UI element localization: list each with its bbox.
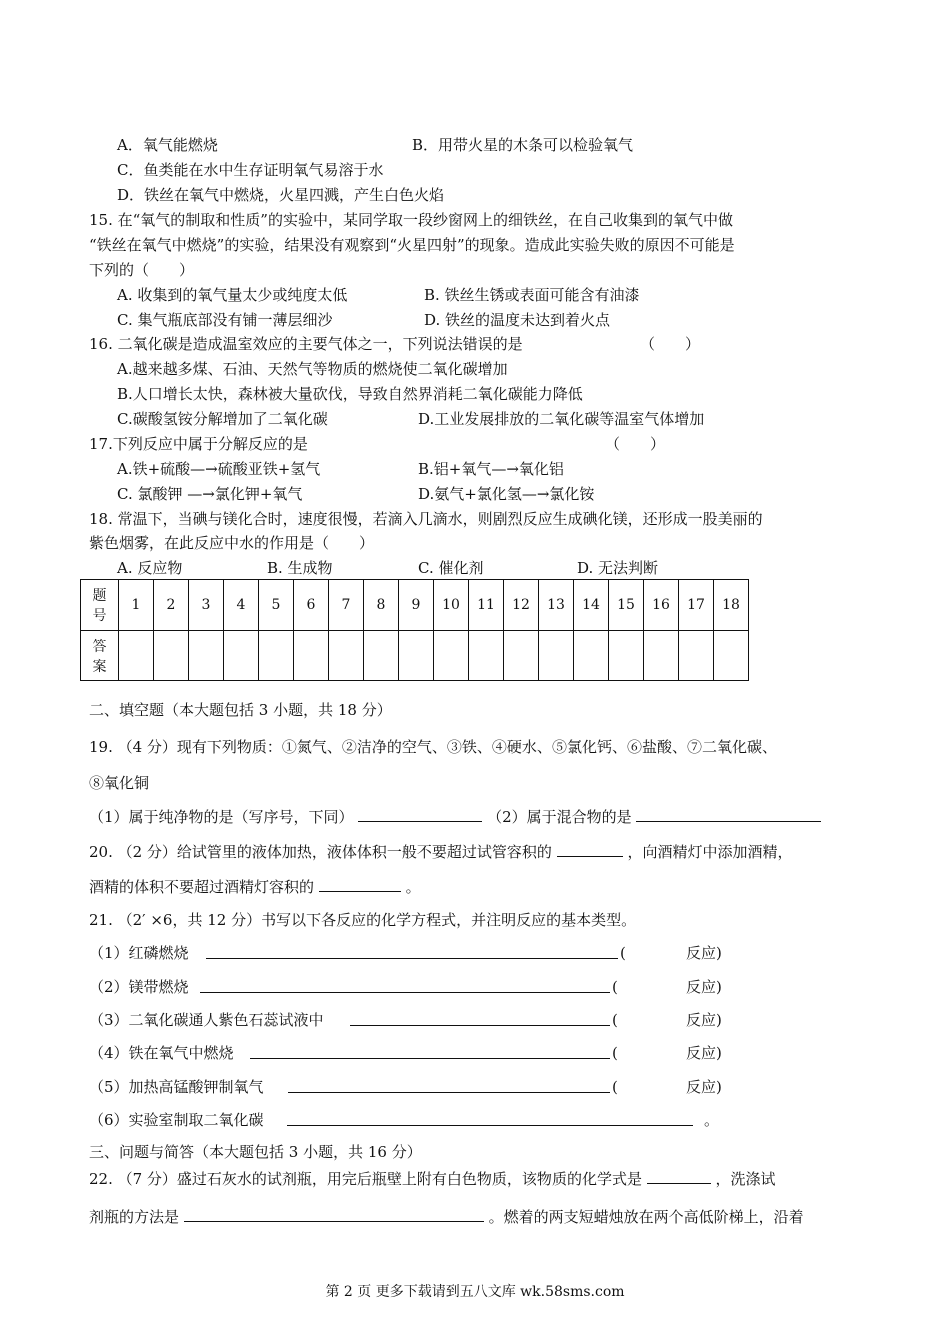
q14-option-a: A．氧气能燃烧 bbox=[117, 136, 218, 154]
number-cell: 14 bbox=[574, 580, 609, 631]
q21-item-2: （2）镁带燃烧 bbox=[89, 978, 189, 996]
q22-blank1[interactable] bbox=[647, 1168, 711, 1184]
q15-option-d: D. 铁丝的温度未达到着火点 bbox=[424, 311, 611, 329]
q21-item-3: （3）二氧化碳通人紫色石蕊试液中 bbox=[89, 1011, 324, 1029]
q19-parts bbox=[89, 806, 821, 827]
q19-part2-label: （2）属于混合物的是 bbox=[487, 808, 632, 826]
q20-line2 bbox=[89, 876, 421, 897]
q20-blank2[interactable] bbox=[319, 876, 401, 892]
q17-option-b: B.铝+氧气—→氧化铝 bbox=[418, 460, 564, 478]
q16-option-a: A.越来越多煤、石油、天然气等物质的燃烧使二氧化碳增加 bbox=[117, 360, 508, 378]
number-cell: 8 bbox=[364, 580, 399, 631]
number-cell: 9 bbox=[399, 580, 434, 631]
header-char: 答 bbox=[92, 638, 107, 655]
q17-option-c: C. 氯酸钾 —→氯化钾+氧气 bbox=[117, 485, 303, 503]
q19-stem-line1: 19. （4 分）现有下列物质：①氮气、②洁净的空气、③铁、④硬水、⑤氯化钙、⑥盐酸、⑦二氧化碳、 bbox=[89, 738, 777, 756]
q19-stem-line2: ⑧氧化铜 bbox=[89, 774, 150, 792]
q16-option-c: C.碳酸氢铵分解增加了二氧化碳 bbox=[117, 410, 328, 428]
q18-stem-line2: 紫色烟雾，在此反应中水的作用是（ ） bbox=[89, 534, 375, 552]
number-cell: 16 bbox=[644, 580, 679, 631]
answer-cell[interactable] bbox=[119, 631, 154, 681]
q21-item-1-reaction: 反应) bbox=[686, 944, 722, 962]
number-cell: 10 bbox=[434, 580, 469, 631]
q21-item-4: （4）铁在氧气中燃烧 bbox=[89, 1044, 234, 1062]
q21-item-5-blank[interactable] bbox=[288, 1077, 610, 1093]
answer-cell[interactable] bbox=[574, 631, 609, 681]
number-cell: 6 bbox=[294, 580, 329, 631]
answer-cell[interactable] bbox=[329, 631, 364, 681]
q21-item-2-paren: ( bbox=[612, 978, 618, 996]
q18-option-c: C. 催化剂 bbox=[418, 559, 484, 577]
number-cell: 17 bbox=[679, 580, 714, 631]
answer-cell[interactable] bbox=[504, 631, 539, 681]
q22-text2: ，洗涤试 bbox=[715, 1170, 776, 1188]
q21-item-2-blank[interactable] bbox=[200, 977, 610, 993]
answer-cell[interactable] bbox=[644, 631, 679, 681]
answer-cell[interactable] bbox=[539, 631, 574, 681]
answer-cell[interactable] bbox=[399, 631, 434, 681]
q21-item-1-blank[interactable] bbox=[206, 943, 618, 959]
q15-option-a: A. 收集到的氧气量太少或纯度太低 bbox=[117, 286, 348, 304]
number-cell: 12 bbox=[504, 580, 539, 631]
q16-option-b: B.人口增长太快，森林被大量砍伐，导致自然界消耗二氧化碳能力降低 bbox=[117, 385, 583, 403]
answer-table-answer-row bbox=[81, 631, 749, 681]
q22-text4: 。燃着的两支短蜡烛放在两个高低阶梯上，沿着 bbox=[488, 1208, 804, 1226]
q21-item-5: （5）加热高锰酸钾制氧气 bbox=[89, 1078, 264, 1096]
answer-row-header bbox=[81, 631, 119, 681]
q14-option-b: B．用带火星的木条可以检验氧气 bbox=[412, 136, 634, 154]
number-row-header bbox=[81, 580, 119, 631]
q15-stem-line1: 15. 在“氧气的制取和性质”的实验中，某同学取一段纱窗网上的细铁丝，在自己收集到的氧气中做 bbox=[89, 211, 733, 229]
section3-heading: 三、问题与简答（本大题包括 3 小题，共 16 分） bbox=[89, 1143, 422, 1161]
answer-cell[interactable] bbox=[224, 631, 259, 681]
answer-cell[interactable] bbox=[469, 631, 504, 681]
q16-answer-paren: （ ） bbox=[640, 335, 701, 353]
q21-item-4-blank[interactable] bbox=[250, 1043, 610, 1059]
q20-text3: 酒精的体积不要超过酒精灯容积的 bbox=[89, 878, 315, 896]
q18-option-d: D. 无法判断 bbox=[577, 559, 659, 577]
answer-cell[interactable] bbox=[679, 631, 714, 681]
answer-cell[interactable] bbox=[294, 631, 329, 681]
q19-part2-blank[interactable] bbox=[636, 806, 821, 822]
number-cell: 18 bbox=[714, 580, 749, 631]
number-cell: 5 bbox=[259, 580, 294, 631]
q15-option-b: B. 铁丝生锈或表面可能含有油漆 bbox=[424, 286, 640, 304]
q20-text1: 20. （2 分）给试管里的液体加热，液体体积一般不要超过试管容积的 bbox=[89, 843, 552, 861]
number-cell: 1 bbox=[119, 580, 154, 631]
header-char: 案 bbox=[92, 658, 107, 675]
number-cell: 2 bbox=[154, 580, 189, 631]
number-cell: 4 bbox=[224, 580, 259, 631]
q18-stem-line1: 18. 常温下，当碘与镁化合时，速度很慢，若滴入几滴水，则剧烈反应生成碘化镁，还形成一股美丽的 bbox=[89, 510, 763, 528]
q22-line1 bbox=[89, 1168, 776, 1189]
answer-cell[interactable] bbox=[259, 631, 294, 681]
q22-blank2[interactable] bbox=[184, 1206, 484, 1222]
q20-line1 bbox=[89, 841, 793, 862]
answer-cell[interactable] bbox=[154, 631, 189, 681]
q16-stem: 16. 二氧化碳是造成温室效应的主要气体之一，下列说法错误的是 bbox=[89, 335, 523, 353]
page-footer: 第 2 页 更多下载请到五八文库 wk.58sms.com bbox=[325, 1284, 625, 1300]
q21-stem: 21. （2′ ×6，共 12 分）书写以下各反应的化学方程式，并注明反应的基本类型。 bbox=[89, 911, 637, 929]
q22-text1: 22. （7 分）盛过石灰水的试剂瓶，用完后瓶壁上附有白色物质，该物质的化学式是 bbox=[89, 1170, 642, 1188]
number-cell: 3 bbox=[189, 580, 224, 631]
answer-cell[interactable] bbox=[609, 631, 644, 681]
q17-option-a: A.铁+硫酸—→硫酸亚铁+氢气 bbox=[117, 460, 321, 478]
number-cell: 7 bbox=[329, 580, 364, 631]
number-cell: 15 bbox=[609, 580, 644, 631]
q21-item-4-reaction: 反应) bbox=[686, 1044, 722, 1062]
answer-cell[interactable] bbox=[434, 631, 469, 681]
q21-item-6-end: 。 bbox=[704, 1111, 720, 1129]
q17-answer-paren: （ ） bbox=[605, 435, 666, 453]
q15-option-c: C. 集气瓶底部没有铺一薄层细沙 bbox=[117, 311, 333, 329]
q20-blank1[interactable] bbox=[557, 841, 623, 857]
section2-heading: 二、填空题（本大题包括 3 小题，共 18 分） bbox=[89, 701, 392, 719]
q17-option-d: D.氨气+氯化氢—→氯化铵 bbox=[418, 485, 595, 503]
q21-item-3-reaction: 反应) bbox=[686, 1011, 722, 1029]
q14-option-c: C．鱼类能在水中生存证明氧气易溶于水 bbox=[117, 161, 384, 179]
q19-part1-label: （1）属于纯净物的是（写序号，下同） bbox=[89, 808, 354, 826]
q18-option-b: B. 生成物 bbox=[267, 559, 333, 577]
answer-table-number-row bbox=[81, 580, 749, 631]
q21-item-6: （6）实验室制取二氧化碳 bbox=[89, 1111, 264, 1129]
q20-text2: ，向酒精灯中添加酒精， bbox=[627, 843, 793, 861]
q21-item-5-reaction: 反应) bbox=[686, 1078, 722, 1096]
q21-item-3-blank[interactable] bbox=[350, 1010, 610, 1026]
q22-text3: 剂瓶的方法是 bbox=[89, 1208, 180, 1226]
number-cell: 13 bbox=[539, 580, 574, 631]
q18-option-a: A. 反应物 bbox=[117, 559, 183, 577]
q21-item-1: （1）红磷燃烧 bbox=[89, 944, 189, 962]
q14-option-d: D．铁丝在氧气中燃烧，火星四溅，产生白色火焰 bbox=[117, 186, 445, 204]
q15-stem-line2: “铁丝在氧气中燃烧”的实验，结果没有观察到“火星四射”的现象。造成此实验失败的原因不可能是 bbox=[89, 236, 735, 254]
q20-end: 。 bbox=[405, 878, 421, 896]
q21-item-6-blank[interactable] bbox=[287, 1110, 693, 1126]
header-char: 号 bbox=[92, 608, 107, 624]
q19-part1-blank[interactable] bbox=[358, 806, 482, 822]
q15-stem-line3: 下列的（ ） bbox=[89, 261, 195, 279]
answer-table bbox=[80, 579, 749, 681]
answer-cell[interactable] bbox=[189, 631, 224, 681]
q21-item-1-paren: ( bbox=[620, 944, 626, 962]
q21-item-4-paren: ( bbox=[612, 1044, 618, 1062]
number-cell: 11 bbox=[469, 580, 504, 631]
q21-item-5-paren: ( bbox=[612, 1078, 618, 1096]
q21-item-2-reaction: 反应) bbox=[686, 978, 722, 996]
answer-cell[interactable] bbox=[714, 631, 749, 681]
q21-item-3-paren: ( bbox=[612, 1011, 618, 1029]
q17-stem: 17.下列反应中属于分解反应的是 bbox=[89, 435, 308, 453]
q22-line2 bbox=[89, 1206, 804, 1227]
q16-option-d: D.工业发展排放的二氧化碳等温室气体增加 bbox=[418, 410, 705, 428]
header-char: 题 bbox=[92, 588, 107, 604]
answer-cell[interactable] bbox=[364, 631, 399, 681]
